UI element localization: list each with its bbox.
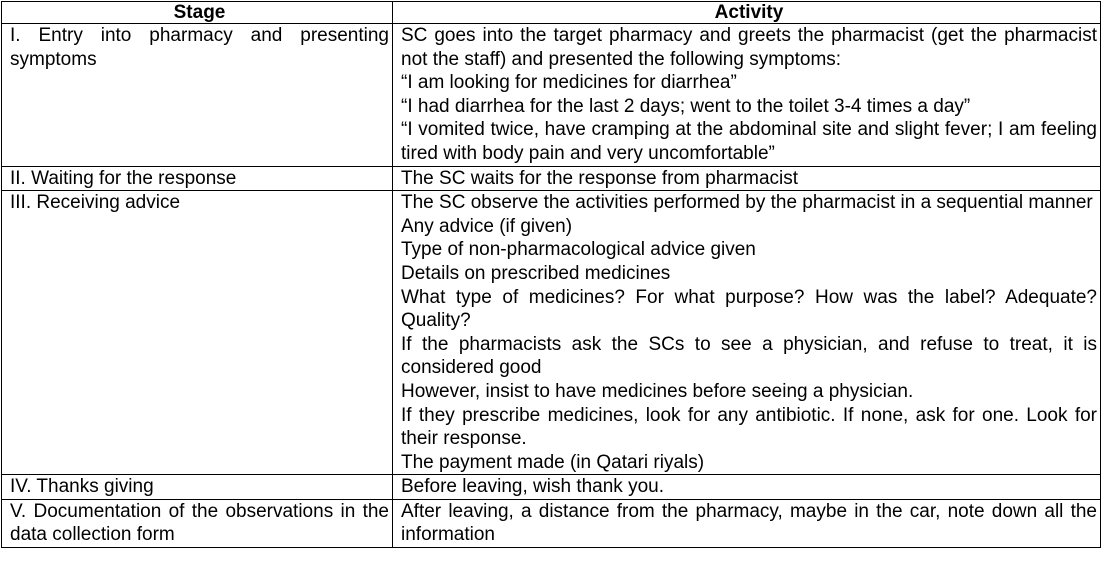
activity-line: However, insist to have medicines before seeing a physician. — [401, 380, 914, 402]
activity-cell — [393, 191, 1101, 475]
activity-line: What type of medicines? For what purpose? How was the label? Adequate? Quality? — [401, 286, 1097, 332]
activity-cell — [393, 475, 1101, 500]
activity-line: “I vomited twice, have cramping at the abdominal site and slight fever; I am feeling tired with body pain and very uncomfortable” — [401, 119, 1097, 164]
table-row — [2, 499, 1101, 547]
activity-line: “I had diarrhea for the last 2 days; went to the toilet 3-4 times a day” — [401, 95, 971, 117]
stage-column-header: Stage — [2, 2, 393, 24]
activity-cell — [393, 166, 1101, 191]
header-row — [2, 2, 1101, 24]
activity-cell — [393, 24, 1101, 167]
activity-line: If they prescribe medicines, look for any antibiotic. If none, ask for one. Look for their response. — [401, 404, 1097, 450]
activity-column-header: Activity — [393, 2, 1101, 24]
activity-line: Any advice (if given) — [401, 215, 573, 237]
activity-line: The SC waits for the response from pharmacist — [401, 167, 799, 189]
table-row — [2, 475, 1101, 500]
stage-cell: IV. Thanks giving — [2, 475, 393, 500]
table-row — [2, 166, 1101, 191]
activity-line: SC goes into the target pharmacy and greets the pharmacist (get the pharmacist not the staff) and presented the following symptoms: — [401, 25, 1097, 70]
stage-cell: I. Entry into pharmacy and presenting symptoms — [2, 24, 393, 167]
activity-line: The payment made (in Qatari riyals) — [401, 451, 705, 473]
activity-line: Before leaving, wish thank you. — [401, 476, 664, 498]
activity-line: “I am looking for medicines for diarrhea” — [401, 72, 737, 94]
table-row — [2, 191, 1101, 475]
protocol-table — [1, 1, 1101, 548]
stage-cell: V. Documentation of the observations in the data collection form — [2, 499, 393, 547]
stage-cell: II. Waiting for the response — [2, 166, 393, 191]
activity-line: Type of non-pharmacological advice given — [401, 239, 756, 261]
activity-line: If the pharmacists ask the SCs to see a physician, and refuse to treat, it is considered good — [401, 333, 1097, 379]
activity-line: Details on prescribed medicines — [401, 262, 671, 284]
activity-line: After leaving, a distance from the pharmacy, maybe in the car, note down all the information — [401, 500, 1097, 546]
table-row — [2, 24, 1101, 167]
activity-line: The SC observe the activities performed by the pharmacist in a sequential manner — [401, 192, 1093, 214]
stage-cell: III. Receiving advice — [2, 191, 393, 475]
activity-cell — [393, 499, 1101, 547]
